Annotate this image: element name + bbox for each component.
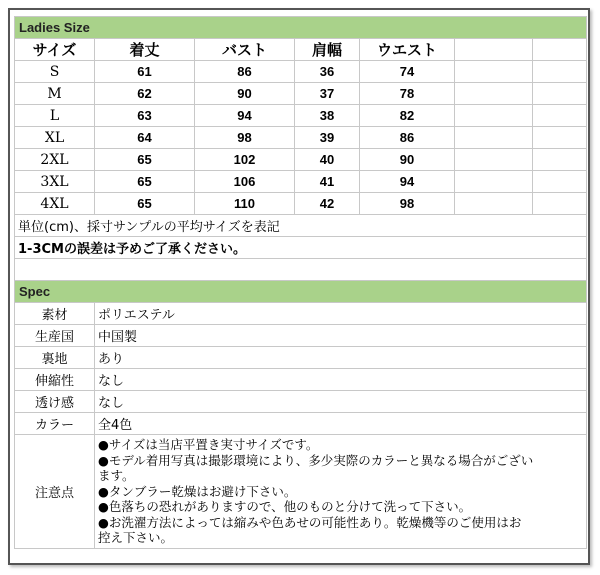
note-line: ます。 bbox=[98, 468, 135, 483]
empty-cell bbox=[533, 61, 587, 83]
note-line: 控え下さい。 bbox=[98, 530, 174, 545]
spec-table bbox=[14, 280, 587, 549]
spec-row bbox=[15, 325, 587, 347]
shoulder-cell: 41 bbox=[295, 171, 360, 193]
bust-cell: 106 bbox=[195, 171, 295, 193]
waist-cell: 86 bbox=[360, 127, 455, 149]
empty-cell bbox=[455, 61, 533, 83]
notes-label: 注意点 bbox=[15, 435, 95, 549]
empty-cell bbox=[455, 171, 533, 193]
spec-value: なし bbox=[95, 391, 587, 413]
size-cell: L bbox=[15, 105, 95, 127]
shoulder-cell: 37 bbox=[295, 83, 360, 105]
size-row bbox=[15, 149, 587, 171]
shoulder-cell: 42 bbox=[295, 193, 360, 215]
length-cell: 62 bbox=[95, 83, 195, 105]
spec-value: 中国製 bbox=[95, 325, 587, 347]
empty-cell bbox=[455, 105, 533, 127]
spec-value: ポリエステル bbox=[95, 303, 587, 325]
spec-row bbox=[15, 391, 587, 413]
spec-label: 生産国 bbox=[15, 325, 95, 347]
unit-note: 単位(cm)、採寸サンプルの平均サイズを表記 bbox=[15, 215, 587, 237]
empty-cell bbox=[533, 127, 587, 149]
size-section-title: Ladies Size bbox=[15, 17, 587, 39]
bust-cell: 98 bbox=[195, 127, 295, 149]
header-size: サイズ bbox=[15, 39, 95, 61]
spec-row bbox=[15, 369, 587, 391]
tolerance-note: 1-3CMの誤差は予めご了承ください。 bbox=[15, 237, 587, 259]
spec-label: 素材 bbox=[15, 303, 95, 325]
waist-cell: 82 bbox=[360, 105, 455, 127]
bust-cell: 94 bbox=[195, 105, 295, 127]
note-line: ●タンブラー乾燥はお避け下さい。 bbox=[98, 483, 297, 499]
empty-cell bbox=[455, 149, 533, 171]
size-cell: 4XL bbox=[15, 193, 95, 215]
note-line: ●色落ちの恐れがありますので、他のものと分けて洗って下さい。 bbox=[98, 499, 472, 514]
spec-value: あり bbox=[95, 347, 587, 369]
empty-cell bbox=[533, 149, 587, 171]
empty-cell bbox=[533, 193, 587, 215]
spec-row bbox=[15, 413, 587, 435]
spacer-row bbox=[15, 259, 587, 281]
header-length: 着丈 bbox=[95, 39, 195, 61]
bust-cell: 110 bbox=[195, 193, 295, 215]
length-cell: 65 bbox=[95, 171, 195, 193]
bust-cell: 90 bbox=[195, 83, 295, 105]
empty-cell bbox=[455, 127, 533, 149]
spec-label: カラー bbox=[15, 413, 95, 435]
length-cell: 63 bbox=[95, 105, 195, 127]
bust-cell: 86 bbox=[195, 61, 295, 83]
shoulder-cell: 38 bbox=[295, 105, 360, 127]
spec-label: 裏地 bbox=[15, 347, 95, 369]
size-cell: XL bbox=[15, 127, 95, 149]
length-cell: 61 bbox=[95, 61, 195, 83]
empty-cell bbox=[533, 83, 587, 105]
header-shoulder: 肩幅 bbox=[295, 39, 360, 61]
size-row bbox=[15, 105, 587, 127]
spec-label: 伸縮性 bbox=[15, 369, 95, 391]
length-cell: 65 bbox=[95, 193, 195, 215]
header-waist: ウエスト bbox=[360, 39, 455, 61]
header-bust: バスト bbox=[195, 39, 295, 61]
waist-cell: 98 bbox=[360, 193, 455, 215]
size-cell: M bbox=[15, 83, 95, 105]
spec-value: なし bbox=[95, 369, 587, 391]
notes-list bbox=[95, 435, 587, 549]
spec-row bbox=[15, 303, 587, 325]
size-table bbox=[14, 16, 587, 281]
spec-section-title: Spec bbox=[15, 281, 587, 303]
size-cell: 2XL bbox=[15, 149, 95, 171]
waist-cell: 74 bbox=[360, 61, 455, 83]
spec-label: 透け感 bbox=[15, 391, 95, 413]
size-row bbox=[15, 61, 587, 83]
size-row bbox=[15, 83, 587, 105]
size-cell: S bbox=[15, 61, 95, 83]
size-row bbox=[15, 193, 587, 215]
note-line: ●お洗濯方法によっては縮みや色あせの可能性あり。乾燥機等のご使用はお bbox=[98, 514, 522, 530]
bust-cell: 102 bbox=[195, 149, 295, 171]
note-line: ●モデル着用写真は撮影環境により、多少実際のカラーと異なる場合がござい bbox=[98, 452, 534, 468]
spec-row bbox=[15, 347, 587, 369]
waist-cell: 94 bbox=[360, 171, 455, 193]
note-line: ●サイズは当店平置き実寸サイズです。 bbox=[98, 437, 319, 452]
size-cell: 3XL bbox=[15, 171, 95, 193]
waist-cell: 78 bbox=[360, 83, 455, 105]
shoulder-cell: 40 bbox=[295, 149, 360, 171]
shoulder-cell: 39 bbox=[295, 127, 360, 149]
empty-cell bbox=[533, 105, 587, 127]
empty-cell bbox=[533, 171, 587, 193]
shoulder-cell: 36 bbox=[295, 61, 360, 83]
size-row bbox=[15, 127, 587, 149]
spec-value: 全4色 bbox=[95, 413, 587, 435]
length-cell: 65 bbox=[95, 149, 195, 171]
empty-cell bbox=[455, 83, 533, 105]
length-cell: 64 bbox=[95, 127, 195, 149]
empty-cell bbox=[455, 193, 533, 215]
size-row bbox=[15, 171, 587, 193]
waist-cell: 90 bbox=[360, 149, 455, 171]
